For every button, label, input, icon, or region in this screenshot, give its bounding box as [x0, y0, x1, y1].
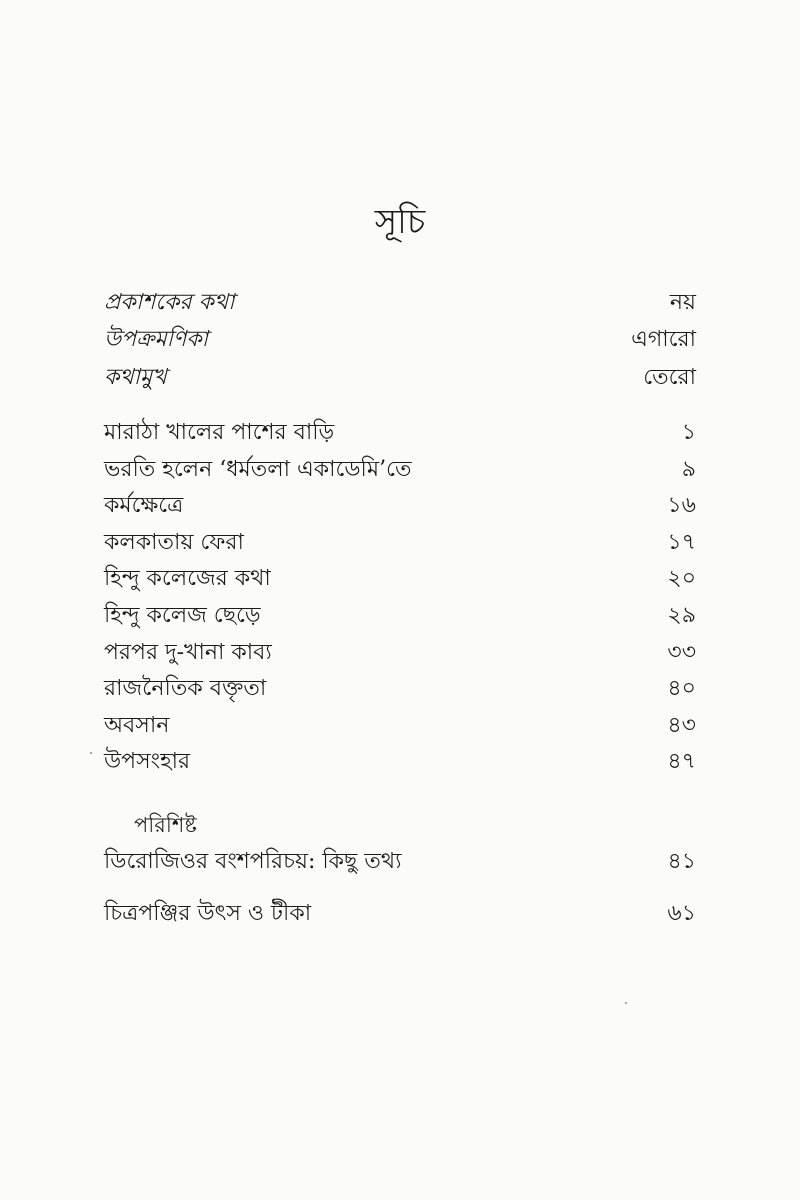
- toc-entry-page: ৪১: [667, 849, 696, 874]
- toc-entry: [104, 672, 696, 706]
- toc-entry: [104, 636, 696, 670]
- toc-entry-page: ১: [681, 420, 696, 445]
- toc-entry-label: কলকাতায় ফেরা: [104, 530, 244, 555]
- toc-entry-label: অবসান: [104, 713, 170, 738]
- toc-entry-label: মারাঠা খালের পাশের বাড়ি: [104, 420, 335, 445]
- toc-entry-page: ৯: [681, 457, 696, 482]
- toc-entry-page: নয়: [669, 290, 696, 315]
- toc-entry-page: ২০: [667, 566, 696, 591]
- toc-entry-page: ৪৭: [667, 749, 696, 774]
- toc-entry-label: হিন্দু কলেজ ছেড়ে: [104, 603, 261, 628]
- print-speck: [625, 1002, 627, 1004]
- toc-entry: [104, 453, 696, 487]
- toc-entry-label: হিন্দু কলেজের কথা: [104, 566, 271, 591]
- toc-entry: [104, 709, 696, 743]
- toc-entry: [104, 361, 696, 395]
- toc-entry-page: তেরো: [643, 365, 696, 390]
- appendix-heading: পরিশিষ্ট: [134, 813, 197, 837]
- toc-entry-label: ডিরোজিওর বংশপরিচয়: কিছু তথ্য: [104, 849, 402, 874]
- toc-entry-label: পরপর দু-খানা কাব্য: [104, 640, 272, 665]
- toc-entry-page: ১৭: [667, 530, 696, 555]
- toc-entry-label: প্রকাশকের কথা: [104, 290, 235, 315]
- toc-entry-page: ১৬: [667, 493, 696, 518]
- page-title: সূচি: [374, 202, 426, 242]
- toc-entry-label: রাজনৈতিক বক্তৃতা: [104, 676, 267, 701]
- toc-entry-page: ৪০: [667, 676, 696, 701]
- toc-entry: [104, 323, 696, 357]
- toc-entry-page: ২৯: [667, 603, 696, 628]
- toc-entry-label: উপক্রমণিকা: [104, 327, 209, 352]
- toc-entry-label: উপসংহার: [104, 749, 191, 774]
- toc-entry-page: ৬১: [667, 901, 696, 926]
- toc-entry-label: কথামুখ: [104, 365, 167, 390]
- toc-entry-page: ৩৩: [667, 640, 696, 665]
- toc-entry: [104, 562, 696, 596]
- toc-entry: [104, 489, 696, 523]
- toc-entry: [104, 286, 696, 320]
- toc-entry-page: ৪৩: [667, 713, 696, 738]
- toc-entry: [104, 599, 696, 633]
- toc-entry-label: কর্মক্ষেত্রে: [104, 493, 184, 518]
- toc-entry: [104, 897, 696, 931]
- toc-entry: [104, 526, 696, 560]
- print-speck: [90, 752, 92, 754]
- toc-entry: [104, 745, 696, 779]
- toc-entry-label: ভরতি হলেন ‘ধর্মতলা একাডেমি’তে: [104, 457, 412, 482]
- toc-entry-page: এগারো: [631, 327, 696, 352]
- toc-entry-label: চিত্রপঞ্জির উৎস ও টীকা: [104, 901, 312, 926]
- toc-entry: [104, 845, 696, 879]
- toc-entry: [104, 416, 696, 450]
